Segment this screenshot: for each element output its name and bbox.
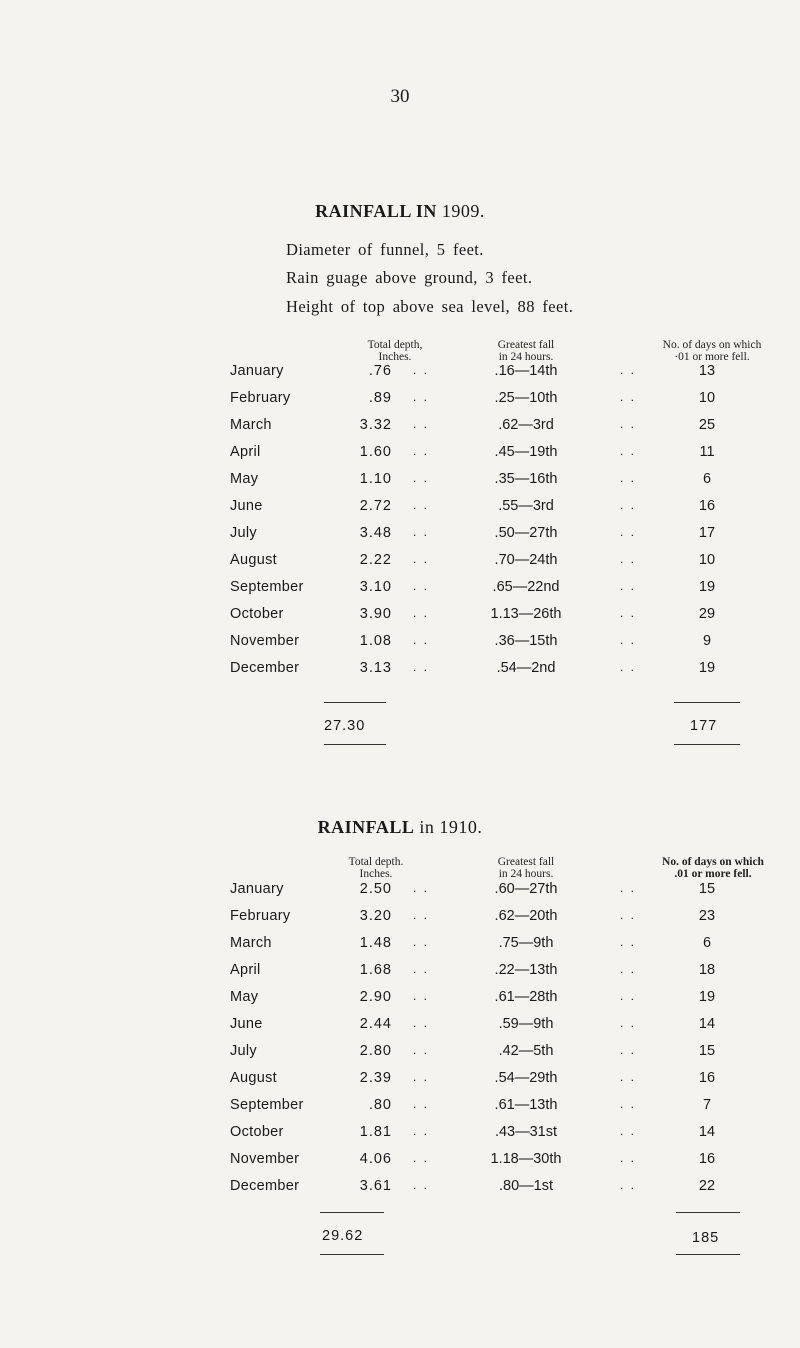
depth: 2.22: [359, 552, 392, 568]
depth: .80: [368, 1097, 392, 1113]
table-row: [0, 881, 800, 903]
table-row: [0, 1124, 800, 1146]
table-row: [0, 908, 800, 930]
rule-days-top-1910: [676, 1212, 740, 1213]
depth: 3.32: [359, 417, 392, 433]
days-count: 22: [698, 1178, 716, 1194]
days-count: 16: [698, 498, 716, 514]
depth: 2.50: [359, 881, 392, 897]
leader-dots: . .: [413, 471, 430, 485]
depth: 2.80: [359, 1043, 392, 1059]
leader-dots: . .: [413, 498, 430, 512]
leader-dots: . .: [413, 390, 430, 404]
month: April: [230, 962, 261, 978]
leader-dots: . .: [413, 525, 430, 539]
greatest-fall: .25—10th: [494, 390, 558, 406]
greatest-fall: .50—27th: [494, 525, 558, 541]
greatest-fall: .62—3rd: [498, 417, 554, 433]
month: October: [230, 1124, 284, 1140]
month: July: [230, 1043, 257, 1059]
leader-dots: . .: [620, 579, 637, 593]
depth: 1.68: [359, 962, 392, 978]
month: January: [230, 881, 284, 897]
leader-dots: . .: [620, 552, 637, 566]
leader-dots: . .: [620, 989, 637, 1003]
greatest-fall: .60—27th: [494, 881, 558, 897]
leader-dots: . .: [413, 962, 430, 976]
days-count: 29: [698, 606, 716, 622]
days-count: 7: [702, 1097, 712, 1113]
days-count: 18: [698, 962, 716, 978]
month: July: [230, 525, 257, 541]
total-days-1910: 185: [692, 1230, 720, 1246]
leader-dots: . .: [620, 1070, 637, 1084]
greatest-fall: 1.18—30th: [490, 1151, 562, 1167]
greatest-fall: .61—28th: [494, 989, 558, 1005]
days-count: 6: [702, 935, 712, 951]
header-days-1909: No. of days on which ·01 or more fell.: [662, 339, 762, 363]
leader-dots: . .: [413, 1151, 430, 1165]
leader-dots: . .: [620, 1151, 637, 1165]
table-row: [0, 579, 800, 601]
leader-dots: . .: [620, 471, 637, 485]
rule-days-top-1909: [674, 702, 740, 703]
table-row: [0, 989, 800, 1011]
header-fall-1910: Greatest fall in 24 hours.: [497, 856, 555, 880]
greatest-fall: .16—14th: [494, 363, 558, 379]
leader-dots: . .: [620, 417, 637, 431]
greatest-fall: .43—31st: [494, 1124, 558, 1140]
table-row: [0, 1070, 800, 1092]
table-row: [0, 962, 800, 984]
days-count: 15: [698, 881, 716, 897]
month: February: [230, 390, 291, 406]
title-1909: [0, 201, 800, 222]
depth: 1.08: [359, 633, 392, 649]
table-row: [0, 1151, 800, 1173]
month: June: [230, 498, 263, 514]
greatest-fall: .55—3rd: [498, 498, 554, 514]
month: September: [230, 579, 304, 595]
month: February: [230, 908, 291, 924]
month: November: [230, 633, 300, 649]
greatest-fall: .35—16th: [494, 471, 558, 487]
depth: 1.60: [359, 444, 392, 460]
table-row: [0, 444, 800, 466]
depth: .89: [368, 390, 392, 406]
leader-dots: . .: [413, 552, 430, 566]
leader-dots: . .: [413, 881, 430, 895]
greatest-fall: .75—9th: [498, 935, 554, 951]
month: June: [230, 1016, 263, 1032]
title-1910: [0, 817, 800, 838]
page-number: 30: [390, 86, 410, 107]
rule-days-bottom-1910: [676, 1254, 740, 1255]
depth: 2.44: [359, 1016, 392, 1032]
greatest-fall: .54—29th: [494, 1070, 558, 1086]
greatest-fall: .36—15th: [494, 633, 558, 649]
month: May: [230, 471, 259, 487]
depth: 2.39: [359, 1070, 392, 1086]
total-days-1909: 177: [690, 718, 718, 734]
days-count: 9: [702, 633, 712, 649]
greatest-fall: .59—9th: [498, 1016, 554, 1032]
leader-dots: . .: [620, 1043, 637, 1057]
month: December: [230, 660, 300, 676]
depth: 3.20: [359, 908, 392, 924]
title-1910-main: RAINFALL: [317, 817, 415, 837]
greatest-fall: .62—20th: [494, 908, 558, 924]
greatest-fall: .80—1st: [499, 1178, 553, 1194]
table-row: [0, 471, 800, 493]
leader-dots: . .: [620, 935, 637, 949]
leader-dots: . .: [620, 606, 637, 620]
leader-dots: . .: [620, 525, 637, 539]
depth: 3.13: [359, 660, 392, 676]
intro-funnel: Diameter of funnel, 5 feet.: [286, 240, 484, 259]
table-row: [0, 633, 800, 655]
days-count: 25: [698, 417, 716, 433]
days-count: 16: [698, 1070, 716, 1086]
table-row: [0, 552, 800, 574]
leader-dots: . .: [413, 989, 430, 1003]
total-depth-1910: 29.62: [322, 1228, 364, 1244]
month: May: [230, 989, 259, 1005]
greatest-fall: .65—22nd: [492, 579, 560, 595]
leader-dots: . .: [620, 1097, 637, 1111]
leader-dots: . .: [413, 908, 430, 922]
title-1910-rest: in 1910.: [419, 817, 483, 837]
leader-dots: . .: [620, 660, 637, 674]
table-row: [0, 363, 800, 385]
rule-depth-bottom-1909: [324, 744, 386, 745]
days-count: 19: [698, 660, 716, 676]
leader-dots: . .: [413, 1016, 430, 1030]
month: March: [230, 417, 272, 433]
days-count: 13: [698, 363, 716, 379]
month: October: [230, 606, 284, 622]
leader-dots: . .: [413, 1178, 430, 1192]
header-depth-1910: Total depth. Inches.: [348, 856, 404, 880]
days-count: 19: [698, 989, 716, 1005]
month: September: [230, 1097, 304, 1113]
days-count: 6: [702, 471, 712, 487]
leader-dots: . .: [620, 1124, 637, 1138]
days-count: 19: [698, 579, 716, 595]
total-depth-1909: 27.30: [324, 718, 366, 734]
days-count: 10: [698, 390, 716, 406]
intro-guage: Rain guage above ground, 3 feet.: [286, 268, 533, 287]
leader-dots: . .: [620, 962, 637, 976]
title-1909-main: RAINFALL IN: [315, 201, 437, 221]
leader-dots: . .: [620, 908, 637, 922]
greatest-fall: 1.13—26th: [490, 606, 562, 622]
rule-days-bottom-1909: [674, 744, 740, 745]
table-row: [0, 498, 800, 520]
greatest-fall: .54—2nd: [496, 660, 556, 676]
table-row: [0, 1043, 800, 1065]
month: November: [230, 1151, 300, 1167]
leader-dots: . .: [620, 390, 637, 404]
month: April: [230, 444, 261, 460]
leader-dots: . .: [413, 579, 430, 593]
greatest-fall: .42—5th: [498, 1043, 554, 1059]
leader-dots: . .: [413, 1070, 430, 1084]
leader-dots: . .: [413, 1043, 430, 1057]
depth: .76: [368, 363, 392, 379]
table-row: [0, 1097, 800, 1119]
intro-height: Height of top above sea level, 88 feet.: [286, 297, 574, 316]
days-count: 14: [698, 1016, 716, 1032]
month: August: [230, 1070, 277, 1086]
leader-dots: . .: [413, 935, 430, 949]
days-count: 15: [698, 1043, 716, 1059]
greatest-fall: .22—13th: [494, 962, 558, 978]
rule-depth-bottom-1910: [320, 1254, 384, 1255]
header-depth-1909: Total depth, Inches.: [367, 339, 423, 363]
greatest-fall: .70—24th: [494, 552, 558, 568]
rule-depth-top-1909: [324, 702, 386, 703]
depth: 4.06: [359, 1151, 392, 1167]
depth: 3.48: [359, 525, 392, 541]
days-count: 23: [698, 908, 716, 924]
depth: 2.90: [359, 989, 392, 1005]
table-row: [0, 417, 800, 439]
month: December: [230, 1178, 300, 1194]
leader-dots: . .: [620, 1016, 637, 1030]
depth: 3.61: [359, 1178, 392, 1194]
leader-dots: . .: [620, 444, 637, 458]
leader-dots: . .: [620, 1178, 637, 1192]
leader-dots: . .: [620, 363, 637, 377]
table-row: [0, 606, 800, 628]
leader-dots: . .: [413, 1097, 430, 1111]
leader-dots: . .: [413, 660, 430, 674]
leader-dots: . .: [413, 444, 430, 458]
table-row: [0, 1016, 800, 1038]
table-row: [0, 1178, 800, 1200]
leader-dots: . .: [413, 606, 430, 620]
leader-dots: . .: [413, 417, 430, 431]
month: August: [230, 552, 277, 568]
depth: 2.72: [359, 498, 392, 514]
days-count: 14: [698, 1124, 716, 1140]
table-row: [0, 935, 800, 957]
leader-dots: . .: [620, 498, 637, 512]
depth: 1.81: [359, 1124, 392, 1140]
depth: 1.10: [359, 471, 392, 487]
depth: 1.48: [359, 935, 392, 951]
depth: 3.10: [359, 579, 392, 595]
leader-dots: . .: [620, 881, 637, 895]
table-row: [0, 390, 800, 412]
greatest-fall: .45—19th: [494, 444, 558, 460]
month: January: [230, 363, 284, 379]
month: March: [230, 935, 272, 951]
depth: 3.90: [359, 606, 392, 622]
leader-dots: . .: [413, 633, 430, 647]
rule-depth-top-1910: [320, 1212, 384, 1213]
header-days-1910: No. of days on which .01 or more fell.: [662, 856, 764, 880]
leader-dots: . .: [413, 1124, 430, 1138]
days-count: 16: [698, 1151, 716, 1167]
table-row: [0, 660, 800, 682]
days-count: 11: [699, 444, 715, 460]
greatest-fall: .61—13th: [494, 1097, 558, 1113]
leader-dots: . .: [413, 363, 430, 377]
days-count: 10: [698, 552, 716, 568]
header-fall-1909: Greatest fall in 24 hours.: [497, 339, 555, 363]
table-row: [0, 525, 800, 547]
leader-dots: . .: [620, 633, 637, 647]
title-1909-year: 1909.: [441, 201, 485, 221]
days-count: 17: [698, 525, 716, 541]
